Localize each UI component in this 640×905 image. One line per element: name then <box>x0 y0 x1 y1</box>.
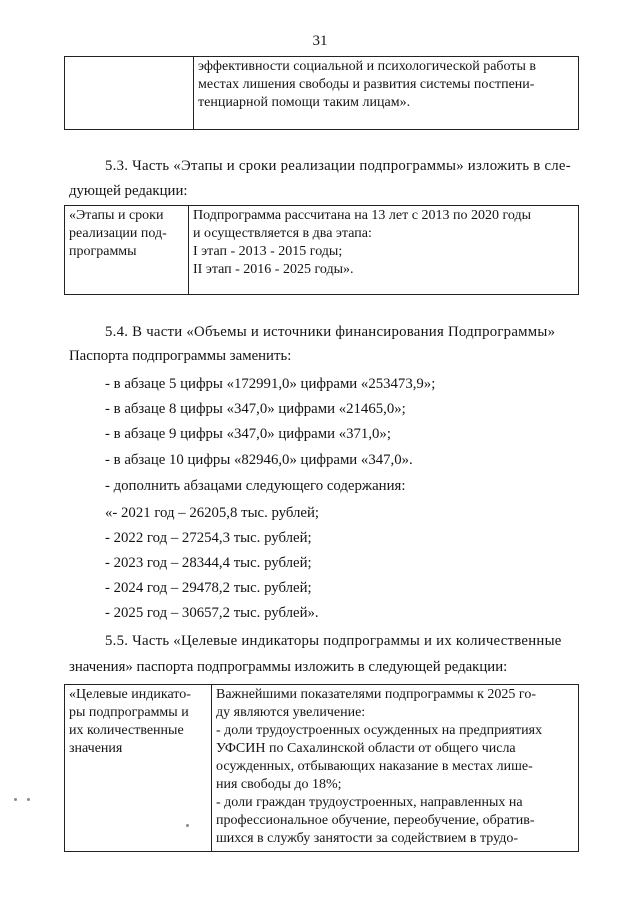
list-item: - 2025 год – 30657,2 тыс. рублей». <box>105 605 319 621</box>
paragraph-5-4-line1: 5.4. В части «Объемы и источники финансирования Подпрограммы» <box>105 324 556 340</box>
list-item: - 2023 год – 28344,4 тыс. рублей; <box>105 555 312 571</box>
table-cell <box>212 685 579 852</box>
paragraph-5-3-line1: 5.3. Часть «Этапы и сроки реализации подпрограммы» изложить в сле- <box>105 158 571 174</box>
list-item: - в абзаце 5 цифры «172991,0» цифрами «253473,9»; <box>105 376 436 392</box>
list-item: - в абзаце 9 цифры «347,0» цифрами «371,0»; <box>105 426 391 442</box>
paragraph-5-3-line2: дующей редакции: <box>69 183 188 199</box>
list-item: - в абзаце 10 цифры «82946,0» цифрами «347,0». <box>105 452 413 468</box>
table-cell <box>194 57 579 130</box>
table-indicators <box>64 684 579 852</box>
list-item: - 2022 год – 27254,3 тыс. рублей; <box>105 530 312 546</box>
page-number: 31 <box>312 33 328 49</box>
table2-left-text: «Этапы и сроки реализации под- программы <box>69 208 167 259</box>
table-cell-label <box>65 206 189 295</box>
scan-speck <box>14 798 17 801</box>
list-item: - 2024 год – 29478,2 тыс. рублей; <box>105 580 312 596</box>
table2-right-text: Подпрограмма рассчитана на 13 лет с 2013 по 2020 годы и осуществляется в два этапа: I этап - 2013 - 2015 годы; II этап - 2016 - 2025 годы». <box>193 208 531 277</box>
table-cell <box>189 206 579 295</box>
list-item: - в абзаце 8 цифры «347,0» цифрами «21465,0»; <box>105 401 406 417</box>
table3-left-text: «Целевые индикато- ры подпрограммы и их количественные значения <box>69 687 191 756</box>
list-item: «- 2021 год – 26205,8 тыс. рублей; <box>105 505 320 521</box>
paragraph-5-5-line1: 5.5. Часть «Целевые индикаторы подпрограммы и их количественные <box>105 633 562 649</box>
table3-right-text: Важнейшими показателями подпрограммы к 2025 го- ду являются увеличение: - доли трудоустроенных осужденных на предприятиях УФСИН по Сахалинской области от общего числа осужденных, отбывающих наказание в местах лише- ния свободы до 18%; - доли граждан трудоустроенных, направленных на профессиональное обучение, переобучение, обратив- шихся в службу занятости за содействием в трудо- <box>216 687 543 846</box>
scan-speck <box>186 824 189 827</box>
table-stages <box>64 205 579 295</box>
list-item: - дополнить абзацами следующего содержания: <box>105 478 406 494</box>
table-cell-label <box>65 685 212 852</box>
table-continuation <box>64 56 579 130</box>
paragraph-5-4-line2: Паспорта подпрограммы заменить: <box>69 348 292 364</box>
scan-speck <box>27 798 30 801</box>
table-cell-empty <box>65 57 194 130</box>
table1-right-text: эффективности социальной и психологической работы в местах лишения свободы и развития системы постпени- тенциарной помощи таким лицам». <box>198 59 536 110</box>
paragraph-5-5-line2: значения» паспорта подпрограммы изложить в следующей редакции: <box>69 659 508 675</box>
